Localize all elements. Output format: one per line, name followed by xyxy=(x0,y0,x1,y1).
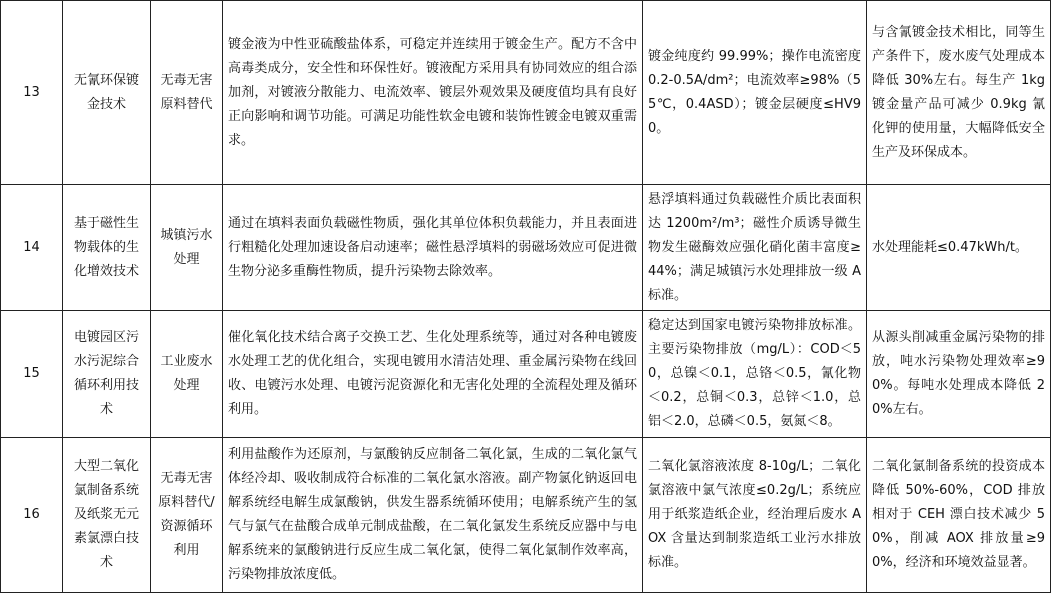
technology-benefits: 与含氰镀金技术相比，同等生产条件下，废水废气处理成本降低 30%左右。每生产 1kg 镀金量产品可减少 0.9kg 氰化钾的使用量，大幅降低安全生产及环保成本。 xyxy=(867,1,1051,185)
technology-name: 电镀园区污水污泥综合循环利用技术 xyxy=(63,311,151,438)
technology-benefits: 水处理能耗≤0.47kWh/t。 xyxy=(867,185,1051,311)
technology-category: 无毒无害原料替代 xyxy=(151,1,223,185)
technology-benefits: 从源头削减重金属污染物的排放，吨水污染物处理效率≥90%。每吨水处理成本降低 20%左右。 xyxy=(867,311,1051,438)
technology-indicators: 悬浮填料通过负载磁性介质比表面积达 1200m²/m³；磁性介质诱导微生物发生磁酶效应强化硝化菌丰富度≥44%；满足城镇污水处理排放一级 A 标准。 xyxy=(643,185,867,311)
row-number: 15 xyxy=(1,311,63,438)
technology-indicators: 稳定达到国家电镀污染物排放标准。主要污染物排放（mg/L）：COD＜50，总镍＜0.1，总铬＜0.5，氰化物＜0.2，总铜＜0.3，总锌＜1.0，总铝＜2.0，总磷＜0.5，氨氮＜8。 xyxy=(643,311,867,438)
technology-category: 城镇污水处理 xyxy=(151,185,223,311)
table-row xyxy=(1,1,1051,185)
technology-name: 大型二氧化氯制备系统及纸浆无元素氯漂白技术 xyxy=(63,438,151,593)
technology-description: 催化氧化技术结合离子交换工艺、生化处理系统等，通过对各种电镀废水处理工艺的优化组合，实现电镀用水清洁处理、重金属污染物在线回收、电镀污水处理、电镀污泥资源化和无害化处理的全流程处理及循环利用。 xyxy=(223,311,643,438)
table-row xyxy=(1,311,1051,438)
technology-benefits: 二氧化氯制备系统的投资成本降低 50%-60%，COD 排放相对于 CEH 漂白技术减少 50%，削减 AOX 排放量≥90%，经济和环境效益显著。 xyxy=(867,438,1051,593)
technology-indicators: 二氧化氯溶液浓度 8-10g/L；二氧化氯溶液中氯气浓度≤0.2g/L；系统应用于纸浆造纸企业，经治理后废水 AOX 含量达到制浆造纸工业污水排放标准。 xyxy=(643,438,867,593)
technology-description: 镀金液为中性亚硫酸盐体系，可稳定并连续用于镀金生产。配方不含中高毒类成分，安全性和环保性好。镀液配方采用具有协同效应的组合添加剂，对镀液分散能力、电流效率、镀层外观效果及硬度值均具有良好正向影响和调节功能。可满足功能性软金电镀和装饰性镀金电镀双重需求。 xyxy=(223,1,643,185)
row-number: 13 xyxy=(1,1,63,185)
technology-name: 基于磁性生物载体的生化增效技术 xyxy=(63,185,151,311)
technology-category: 工业废水处理 xyxy=(151,311,223,438)
table-row xyxy=(1,438,1051,593)
table-row xyxy=(1,185,1051,311)
technology-category: 无毒无害原料替代/资源循环利用 xyxy=(151,438,223,593)
technology-description: 通过在填料表面负载磁性物质，强化其单位体积负载能力，并且表面进行粗糙化处理加速设备启动速率；磁性悬浮填料的弱磁场效应可促进微生物分泌多重酶性物质，提升污染物去除效率。 xyxy=(223,185,643,311)
technology-name: 无氰环保镀金技术 xyxy=(63,1,151,185)
row-number: 14 xyxy=(1,185,63,311)
technology-indicators: 镀金纯度约 99.99%；操作电流密度 0.2-0.5A/dm²；电流效率≥98%（55℃，0.4ASD）；镀金层硬度≤HV90。 xyxy=(643,1,867,185)
row-number: 16 xyxy=(1,438,63,593)
technology-description: 利用盐酸作为还原剂，与氯酸钠反应制备二氧化氯，生成的二氧化氯气体经冷却、吸收制成符合标准的二氧化氯水溶液。副产物氯化钠返回电解系统经电解生成氯酸钠，供发生器系统循环使用；电解系统产生的氢气与氯气在盐酸合成单元制成盐酸，在二氧化氯发生系统反应器中与电解系统来的氯酸钠进行反应生成二氧化氯，使得二氧化氯制作效率高，污染物排放浓度低。 xyxy=(223,438,643,593)
